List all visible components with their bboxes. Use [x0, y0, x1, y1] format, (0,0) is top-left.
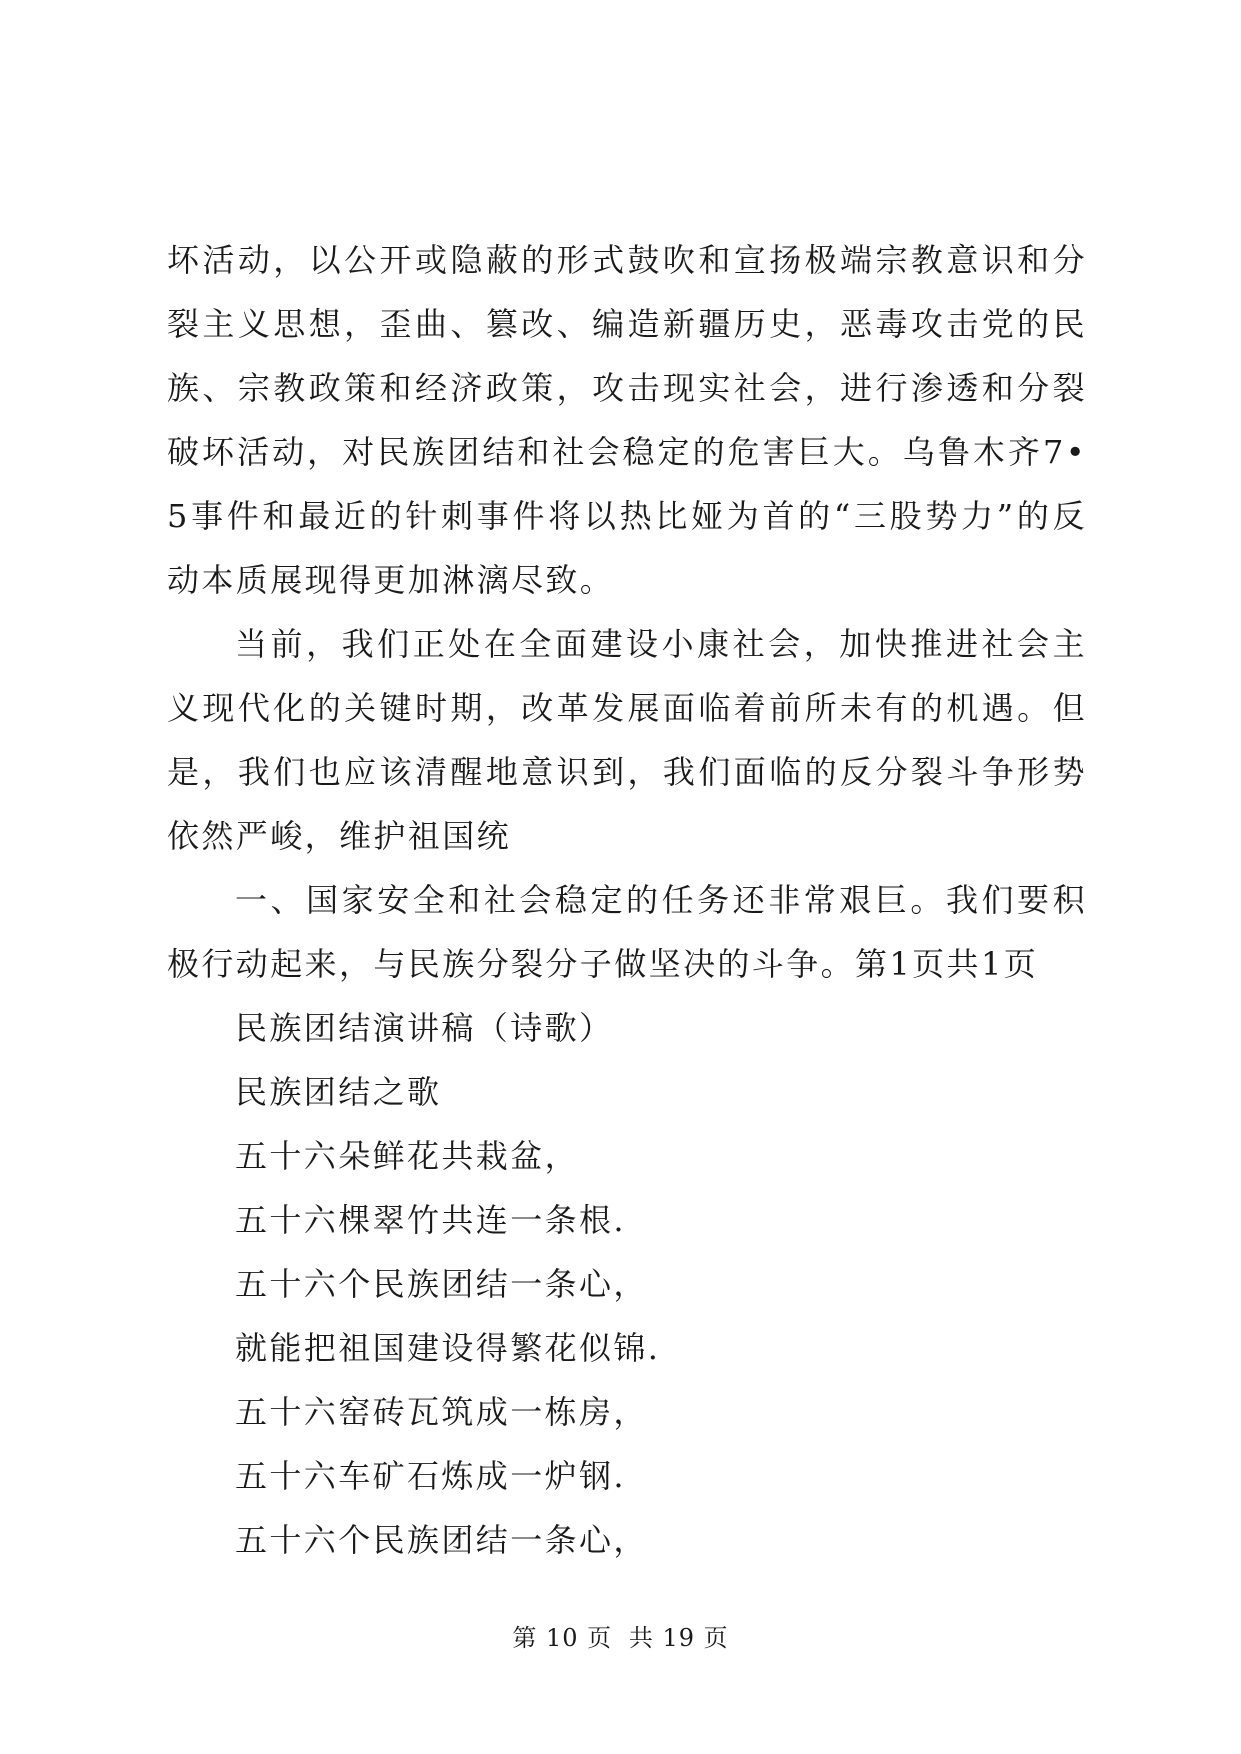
- page-footer: [0, 1622, 1241, 1654]
- poem-line: 五十六个民族团结一条心，: [235, 1521, 648, 1559]
- page-total: 共 19 页: [628, 1624, 729, 1652]
- poem-heading: 民族团结演讲稿（诗歌）: [235, 1009, 614, 1047]
- poem-title: 民族团结之歌: [235, 1073, 442, 1111]
- poem-line: 就能把祖国建设得繁花似锦.: [235, 1329, 661, 1367]
- page-number: 第 10 页: [512, 1624, 613, 1652]
- paragraph: 当前，我们正处在全面建设小康社会，加快推进社会主义现代化的关键时期，改革发展面临着前所未有的机遇。但是，我们也应该清醒地意识到，我们面临的反分裂斗争形势依然严峻，维护祖国统: [167, 625, 1087, 855]
- document-body: [167, 228, 1087, 1572]
- paragraph-continued: 坏活动，以公开或隐蔽的形式鼓吹和宣扬极端宗教意识和分裂主义思想，歪曲、篡改、编造新疆历史，恶毒攻击党的民族、宗教政策和经济政策，攻击现实社会，进行渗透和分裂破坏活动，对民族团结和社会稳定的危害巨大。乌鲁木齐7•5事件和最近的针刺事件将以热比娅为首的“三股势力”的反动本质展现得更加淋漓尽致。: [167, 241, 1087, 599]
- poem-line: 五十六朵鲜花共栽盆，: [235, 1137, 580, 1175]
- poem-line: 五十六窑砖瓦筑成一栋房，: [235, 1393, 648, 1431]
- poem-line: 五十六个民族团结一条心，: [235, 1265, 648, 1303]
- poem-line: 五十六棵翠竹共连一条根.: [235, 1201, 626, 1239]
- poem-line: 五十六车矿石炼成一炉钢.: [235, 1457, 626, 1495]
- paragraph: 一、国家安全和社会稳定的任务还非常艰巨。我们要积极行动起来，与民族分裂分子做坚决的斗争。第1页共1页: [167, 881, 1087, 983]
